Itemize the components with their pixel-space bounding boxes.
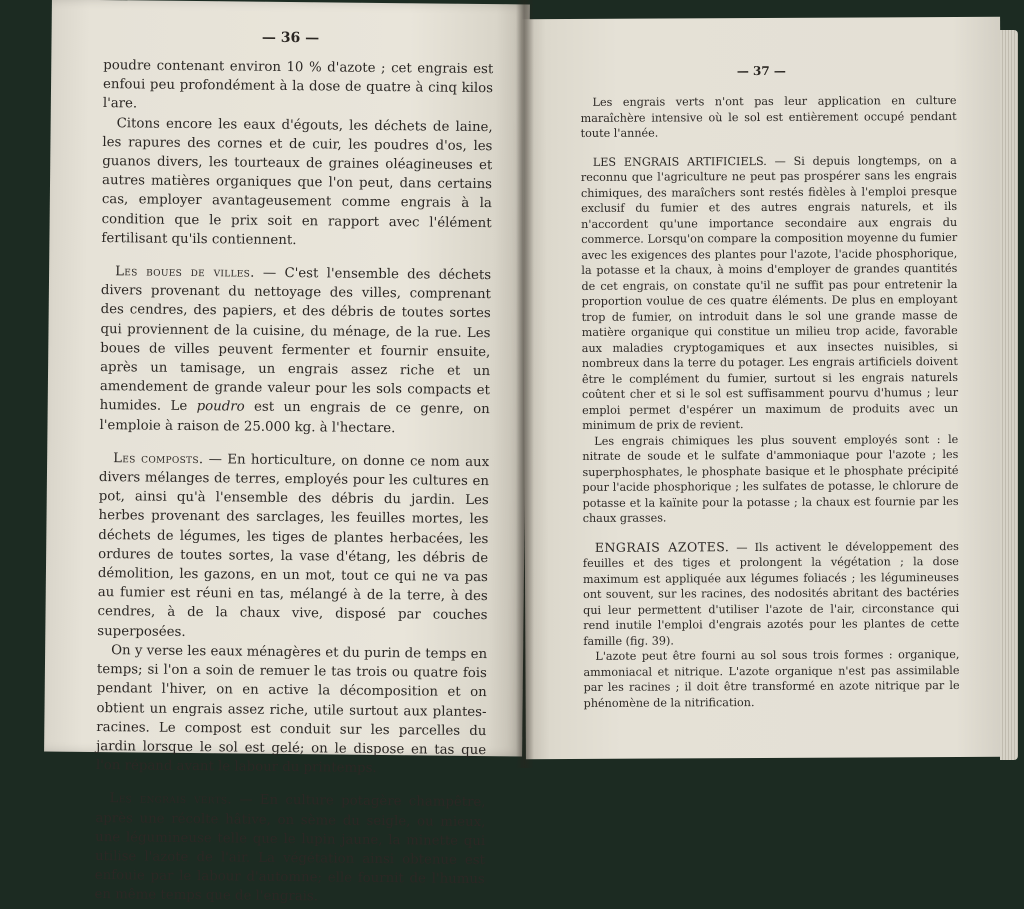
paragraph-verts — [94, 789, 485, 908]
page-number-left: — 36 — — [261, 29, 320, 47]
paragraph-composts — [97, 449, 489, 645]
paragraph: Les engrais verts n'ont pas leur application en culture maraîchère intensive où le sol est entièrement occupé pendant toute l'année. — [580, 93, 957, 140]
section-heading-boues: Les boues de villes. — [115, 264, 255, 281]
paragraph-text: est un engrais de ce genre, on l'emploie à raison de 25.000 kg. à l'hectare. — [99, 400, 490, 436]
page-number-right: — 37 — — [736, 63, 786, 79]
paragraph: Citons encore les eaux d'égouts, les déchets de laine, les rapures des cornes et de cuir, les poudres d'os, les guanos divers, les tourteaux de graines oléagineuses et autres matières organiques que l'on peut, dans certains cas, employer avantageusement comme engrais à la condition que le prix soit en rapport avec l'élément fertilisant qu'ils contiennent. — [101, 115, 493, 248]
paragraph-text: — C'est l'ensemble des déchets divers provenant du nettoyage des villes, comprenant des cendres, des papiers, et des débris de toutes sortes qui proviennent de la cuisine, du ménage, de la rue. Les boues de villes peuvent fermenter et fournir ensuite, après un tamisage, un engrais assez riche et un amendement de grande valeur pour les sols compacts et humides. Le — [99, 265, 492, 415]
paragraph-text: — En culture potagère champêtre, après une récolte hâtive, on sème du seigle, ou mieux, une légumineuse telle que le lupin jaune, la minette qui utilise l'azote de l'air. La végétation ainsi obtenue est enfouie par le labour d'automne; elle fournit de l'humus en même temps que de l'engrais. — [94, 792, 486, 905]
page-edge-stack — [1000, 30, 1018, 760]
paragraph: Les engrais chimiques les plus souvent employés sont : le nitrate de soude et le sulfate d'ammoniaque pour l'azote ; les superphosphates, le phosphate basique et le phosphate précipité pour l'acide phosphorique ; les sulfates de potasse, le chlorure de potasse et la kaïnite pour la potasse ; la chaux est fournie par les chaux grasses. — [582, 432, 959, 525]
paragraph-text: — Ils activent le développement des feuilles et des tiges et prolongent la végétation ; la dose maximum est appliquée aux légumes foliacés ; les légumineuses ont souvent, sur les racines, des nodosités abritant des bactéries qui leur permettent d'utiliser l'azote de l'air, circonstance qui rend inutile l'emploi d'engrais azotés pour les plantes de cette famille (fig. 39). — [582, 539, 960, 648]
left-page-body — [94, 56, 493, 909]
section-heading-verts: Les engrais verts. — [109, 791, 232, 808]
paragraph-azotes — [583, 537, 960, 648]
right-page-body — [580, 93, 959, 711]
paragraph: L'azote peut être fourni au sol sous trois formes : organique, ammoniacal et nitrique. L'azote organique n'est pas assimilable par les racines ; il doit être transformé en azote nitrique par le phénomène de la nitrification. — [583, 647, 960, 710]
paragraph-artificiels — [581, 152, 958, 433]
section-heading-azotes: ENGRAIS AZOTES. — [594, 538, 730, 555]
paragraph-text: — Si depuis longtemps, on a reconnu que l'agriculture ne peut pas prospérer sans les engrais chimiques, des maraîchers sont restés fidèles à l'emploi presque exclusif du fumier et des autres engrais naturels, et ils n'accordent qu'une importance secondaire aux engrais du commerce. Lorsqu'on compare la composition moyenne du fumier avec les exigences des plantes pour l'azote, l'acide phosphorique, la potasse et la chaux, à moins d'employer de grandes quantités de cet engrais, on constate qu'il ne suffit pas pour entretenir la proportion voulue de ces quatre éléments. De plus en employant trop de fumier, on introduit dans le sol une grande masse de matière organique qui constitue un milieu trop acide, favorable aux maladies cryptogamiques et aux insectes nuisibles, si nombreux dans la terre du potager. Les engrais artificiels doivent être le complément du fumier, surtout si les engrais naturels coûtent cher et si le sol est suffisamment pourvu d'humus ; leur emploi permet d'espérer un maximum de produits avec un minimum de prix de revient. — [580, 153, 959, 432]
italic-term: poudro — [196, 399, 245, 416]
section-heading-artificiels: LES ENGRAIS ARTIFICIELS. — [592, 154, 767, 169]
section-heading-composts: Les composts. — [113, 451, 204, 467]
paragraph-boues — [99, 262, 491, 439]
right-page — [522, 17, 1004, 759]
paragraph-text: — En horticulture, on donne ce nom aux divers mélanges de terres, employés pour les cultures en pot, ainsi qu'à l'ensemble des débris du jardin. Les herbes provenant des sarclages, les feuilles mortes, les déchets de légumes, les tiges de plantes herbacées, les ordures de toutes sortes, la vase d'étang, les débris de démolition, les gazons, en un mot, tout ce qui ne va pas au fumier est réuni en tas, mélangé à de la terre, à des cendres, à de la chaux vive, disposé par couches superposées. — [97, 451, 490, 640]
paragraph: On y verse les eaux ménagères et du purin de temps en temps; si l'on a soin de remuer le tas trois ou quatre fois pendant l'hiver, on en active la décomposition et on obtient un engrais assez riche, utile surtout aux plantes-racines. Le compost est conduit sur les parcelles du jardin lorsque le sol est gelé; on le dispose en tas que l'on répand avant le labour du printemps. — [95, 643, 488, 777]
left-page — [44, 0, 530, 905]
paragraph: poudre contenant environ 10 % d'azote ; cet engrais est enfoui peu profondément à la dose de quatre à cinq kilos l'are. — [102, 58, 494, 112]
